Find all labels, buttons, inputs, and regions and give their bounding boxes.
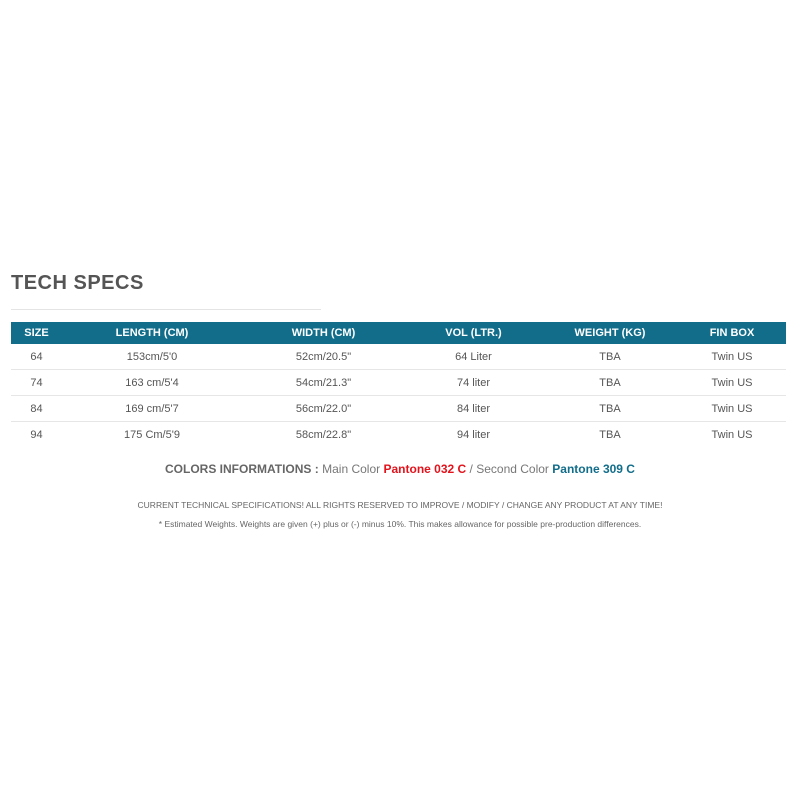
cell-size: 74 — [11, 370, 62, 396]
second-color-prefix: / Second Color — [469, 462, 549, 476]
specs-table — [11, 322, 786, 447]
cell-width: 58cm/22.8" — [295, 428, 352, 441]
cell-weight: TBA — [542, 396, 678, 422]
cell-fin-box: Twin US — [711, 428, 753, 441]
cell-size: 84 — [11, 396, 62, 422]
cell-fin-box: Twin US — [678, 370, 786, 396]
colors-label: COLORS INFORMATIONS : — [165, 462, 319, 476]
cell-volume: 74 liter — [405, 370, 542, 396]
cell-length: 153cm/5'0 — [62, 344, 242, 370]
cell-length: 175 Cm/5'9 — [124, 428, 180, 441]
cell-width: 52cm/20.5" — [242, 344, 405, 370]
weights-footnote: * Estimated Weights. Weights are given (+) plus or (-) minus 10%. This makes allowance for possible pre-production differences. — [158, 519, 642, 529]
cell-width: 54cm/21.3" — [242, 370, 405, 396]
cell-weight: TBA — [542, 344, 678, 370]
cell-weight: TBA — [599, 428, 621, 441]
header-length: LENGTH (CM) — [62, 322, 242, 344]
header-size: SIZE — [11, 322, 62, 344]
cell-size: 94 — [30, 428, 43, 441]
section-title: TECH SPECS — [11, 272, 144, 294]
header-width: WIDTH (CM) — [242, 322, 405, 344]
cell-size: 64 — [11, 344, 62, 370]
table-row — [11, 396, 786, 422]
colors-information — [0, 462, 800, 476]
cell-fin-box: Twin US — [678, 344, 786, 370]
cell-weight: TBA — [542, 370, 678, 396]
cell-fin-box: Twin US — [678, 396, 786, 422]
title-divider — [11, 309, 321, 310]
cell-volume: 64 Liter — [405, 344, 542, 370]
cell-length: 163 cm/5'4 — [62, 370, 242, 396]
cell-volume: 84 liter — [405, 396, 542, 422]
table-row — [11, 344, 786, 370]
cell-length: 169 cm/5'7 — [62, 396, 242, 422]
header-volume: VOL (LTR.) — [405, 322, 542, 344]
header-fin-box: FIN BOX — [678, 322, 786, 344]
main-color-prefix: Main Color — [322, 462, 381, 476]
main-color-value: Pantone 032 C — [383, 462, 467, 476]
specs-disclaimer: CURRENT TECHNICAL SPECIFICATIONS! ALL RIGHTS RESERVED TO IMPROVE / MODIFY / CHANGE ANY PRODUCT AT ANY TIME! — [137, 500, 663, 510]
table-header-row — [11, 322, 786, 344]
cell-volume: 94 liter — [456, 428, 491, 441]
table-row — [11, 370, 786, 396]
second-color-value: Pantone 309 C — [552, 462, 635, 476]
cell-width: 56cm/22.0" — [242, 396, 405, 422]
table-row — [11, 422, 786, 448]
header-weight: WEIGHT (KG) — [542, 322, 678, 344]
